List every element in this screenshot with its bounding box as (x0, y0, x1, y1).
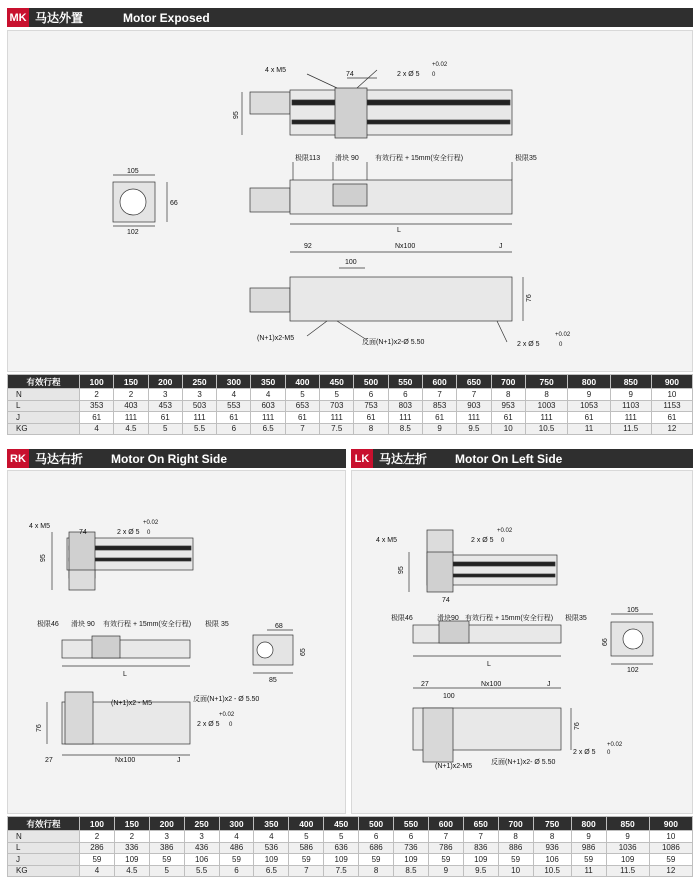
rk-label-hole: 2 x Ø 5 (117, 529, 140, 536)
header-cell: 250 (184, 817, 219, 831)
table-cell: 7.5 (320, 423, 354, 435)
table-cell: 111 (251, 412, 285, 424)
table-cell: 59 (649, 854, 692, 866)
table-header-row (8, 375, 693, 389)
table-row (8, 423, 693, 435)
table-cell: 109 (394, 854, 429, 866)
table-cell: 5.5 (184, 865, 219, 877)
lk-label-95: 95 (398, 566, 405, 574)
mk-label-slider90: 滑块 90 (335, 155, 359, 162)
mk-label-limit35: 极限35 (515, 155, 537, 162)
table-cell: 59 (571, 854, 606, 866)
table-cell: 11 (571, 865, 606, 877)
table-cell: 109 (463, 854, 498, 866)
table-cell: 536 (254, 842, 289, 854)
table-cell: 8.5 (388, 423, 422, 435)
header-cell: 850 (610, 375, 651, 389)
mk-label-stroke: 有效行程 + 15mm(安全行程) (375, 155, 464, 162)
table-cell: 703 (320, 400, 354, 412)
row-label: J (8, 854, 80, 866)
header-cell: 250 (182, 375, 216, 389)
header-cell: 550 (388, 375, 422, 389)
lk-label-hole: 2 x Ø 5 (471, 537, 494, 544)
table-cell: 836 (463, 842, 498, 854)
table-cell: 453 (148, 400, 182, 412)
row-label: KG (8, 865, 80, 877)
header-cell: 900 (649, 817, 692, 831)
mk-label-66: 66 (170, 200, 178, 207)
table-cell: 5 (324, 831, 359, 843)
table-cell: 6 (359, 831, 394, 843)
lk-label-nx100: Nx100 (481, 681, 502, 688)
table-cell: 111 (320, 412, 354, 424)
spec-table-mk (7, 374, 693, 435)
rk-label-85: 85 (269, 677, 277, 684)
table-cell: 61 (568, 412, 610, 424)
table-cell: 10.5 (533, 865, 571, 877)
section-title-cn: 马达外置 (35, 11, 84, 25)
table-cell: 7 (428, 831, 463, 843)
mk-label-102: 102 (127, 229, 139, 236)
table-cell: 786 (428, 842, 463, 854)
table-cell: 686 (359, 842, 394, 854)
rk-label-L: L (123, 671, 127, 678)
header-cell: 700 (498, 817, 533, 831)
table-cell: 6 (394, 831, 429, 843)
lk-drawing (351, 470, 693, 814)
table-cell: 9.5 (457, 423, 491, 435)
table-cell: 7 (457, 389, 491, 401)
table-cell: 903 (457, 400, 491, 412)
table-cell: 111 (525, 412, 567, 424)
table-cell: 106 (184, 854, 219, 866)
table-cell: 12 (651, 423, 692, 435)
table-cell: 109 (114, 854, 149, 866)
table-cell: 5 (148, 423, 182, 435)
table-cell: 109 (324, 854, 359, 866)
lk-label-tol2-low: 0 (607, 750, 611, 756)
rk-label-tol2-low: 0 (229, 722, 233, 728)
header-label: 有效行程 (8, 817, 80, 831)
table-cell: 61 (491, 412, 525, 424)
header-cell: 400 (289, 817, 324, 831)
table-cell: 111 (114, 412, 148, 424)
lk-label-rev: 反面(N+1)x2- Ø 5.50 (491, 759, 556, 766)
table-cell: 4 (217, 389, 251, 401)
header-cell: 800 (568, 375, 610, 389)
header-cell: 650 (457, 375, 491, 389)
table-cell: 7 (285, 423, 319, 435)
row-label: J (8, 412, 80, 424)
rk-drawing (7, 470, 346, 814)
table-cell: 9.5 (463, 865, 498, 877)
table-cell: 4 (254, 831, 289, 843)
table-cell: 4 (219, 831, 254, 843)
table-cell: 10 (498, 865, 533, 877)
mk-label-100: 100 (345, 259, 357, 266)
mk-label-95: 95 (233, 111, 240, 119)
rk-label-limit35: 极限 35 (205, 621, 229, 628)
table-cell: 61 (651, 412, 692, 424)
table-cell: 12 (649, 865, 692, 877)
table-row (8, 412, 693, 424)
lk-label-limit46: 极限46 (391, 615, 413, 622)
table-cell: 7.5 (324, 865, 359, 877)
mk-label-m5: 4 x M5 (265, 67, 287, 74)
mk-label-76: 76 (526, 294, 533, 302)
table-cell: 853 (422, 400, 456, 412)
table-cell: 10.5 (525, 423, 567, 435)
table-cell: 1003 (525, 400, 567, 412)
table-cell: 6 (388, 389, 422, 401)
section-title-cn: 马达右折 (35, 452, 84, 466)
header-cell: 700 (491, 375, 525, 389)
table-cell: 603 (251, 400, 285, 412)
table-cell: 8 (491, 389, 525, 401)
section-code: MK (7, 8, 29, 27)
table-cell: 3 (182, 389, 216, 401)
header-cell: 600 (422, 375, 456, 389)
table-cell: 8 (525, 389, 567, 401)
table-cell: 5 (320, 389, 354, 401)
table-cell: 9 (568, 389, 610, 401)
mk-label-rev: 反面(N+1)x2-Ø 5.50 (362, 339, 425, 346)
rk-label-nx100: Nx100 (115, 757, 136, 764)
row-label: L (8, 400, 80, 412)
section-title-en: Motor On Right Side (111, 451, 228, 466)
rk-label-68: 68 (275, 623, 283, 630)
section-title-en: Motor On Left Side (455, 451, 563, 466)
rk-label-27: 27 (45, 757, 53, 764)
header-cell: 200 (148, 375, 182, 389)
lk-label-J: J (547, 681, 551, 688)
mk-label-nm5: (N+1)x2-M5 (257, 335, 295, 342)
table-cell: 9 (610, 389, 651, 401)
header-cell: 300 (219, 817, 254, 831)
section-title-cn: 马达左折 (379, 452, 428, 466)
section-header-mk (7, 8, 693, 27)
table-cell: 2 (114, 389, 148, 401)
spec-table-rk-lk (7, 816, 693, 877)
table-cell: 111 (388, 412, 422, 424)
table-cell: 736 (394, 842, 429, 854)
table-cell: 61 (285, 412, 319, 424)
table-row (8, 400, 693, 412)
table-cell: 6 (219, 865, 254, 877)
header-cell: 650 (463, 817, 498, 831)
table-row (8, 842, 693, 854)
table-cell: 4.5 (114, 865, 149, 877)
table-cell: 3 (148, 389, 182, 401)
mk-label-92: 92 (304, 243, 312, 250)
lk-label-105: 105 (627, 607, 639, 614)
header-cell: 350 (254, 817, 289, 831)
lk-label-100: 100 (443, 693, 455, 700)
rk-label-65: 65 (300, 648, 307, 656)
table-cell: 59 (428, 854, 463, 866)
table-cell: 5.5 (182, 423, 216, 435)
table-cell: 106 (533, 854, 571, 866)
table-cell: 109 (254, 854, 289, 866)
table-cell: 8 (359, 865, 394, 877)
lk-label-102: 102 (627, 667, 639, 674)
mk-label-J: J (499, 243, 503, 250)
header-cell: 150 (114, 817, 149, 831)
mk-label-tol-up-2: +0.02 (555, 332, 571, 338)
table-cell: 61 (80, 412, 114, 424)
table-cell: 11.5 (610, 423, 651, 435)
table-cell: 503 (182, 400, 216, 412)
header-cell: 400 (285, 375, 319, 389)
table-cell: 11.5 (606, 865, 649, 877)
mk-label-74: 74 (346, 71, 354, 78)
table-cell: 403 (114, 400, 148, 412)
lk-label-L: L (487, 661, 491, 668)
mk-label-hole-2: 2 x Ø 5 (517, 341, 540, 348)
table-cell: 9 (422, 423, 456, 435)
header-cell: 500 (359, 817, 394, 831)
table-cell: 586 (289, 842, 324, 854)
rk-label-76: 76 (36, 724, 43, 732)
rk-label-slider90: 滑块 90 (71, 621, 95, 628)
section-code: RK (7, 449, 29, 468)
header-cell: 800 (571, 817, 606, 831)
header-cell: 450 (324, 817, 359, 831)
mk-label-limit113: 极限113 (295, 155, 321, 162)
header-cell: 450 (320, 375, 354, 389)
rk-label-tol2-up: +0.02 (219, 712, 235, 718)
table-cell: 8 (354, 423, 388, 435)
header-cell: 900 (651, 375, 692, 389)
rk-label-J: J (177, 757, 181, 764)
rk-label-tol-up: +0.02 (143, 520, 159, 526)
rk-label-95: 95 (40, 554, 47, 562)
header-cell: 300 (217, 375, 251, 389)
rk-label-nm5: (N+1)x2 - M5 (111, 700, 153, 707)
mk-label-hole: 2 x Ø 5 (397, 71, 420, 78)
table-cell: 7 (289, 865, 324, 877)
table-cell: 8 (498, 831, 533, 843)
header-cell: 200 (149, 817, 184, 831)
table-cell: 4.5 (114, 423, 148, 435)
table-cell: 11 (568, 423, 610, 435)
row-label: L (8, 842, 80, 854)
lk-label-m5: 4 x M5 (376, 537, 398, 544)
table-cell: 1086 (649, 842, 692, 854)
mk-label-105: 105 (127, 168, 139, 175)
table-cell: 653 (285, 400, 319, 412)
table-cell: 10 (651, 389, 692, 401)
table-cell: 9 (428, 865, 463, 877)
mk-label-tol-up: +0.02 (432, 62, 448, 68)
table-cell: 6.5 (251, 423, 285, 435)
table-cell: 10 (491, 423, 525, 435)
mk-label-nx100: Nx100 (395, 243, 416, 250)
table-cell: 59 (219, 854, 254, 866)
lk-label-74: 74 (442, 597, 450, 604)
table-cell: 1036 (606, 842, 649, 854)
section-title-en: Motor Exposed (123, 10, 210, 25)
table-cell: 386 (149, 842, 184, 854)
table-cell: 1053 (568, 400, 610, 412)
section-code: LK (351, 449, 373, 468)
table-cell: 7 (463, 831, 498, 843)
table-cell: 4 (80, 423, 114, 435)
table-cell: 111 (457, 412, 491, 424)
table-cell: 111 (610, 412, 651, 424)
mk-drawing (7, 30, 693, 372)
header-cell: 150 (114, 375, 148, 389)
table-cell: 286 (80, 842, 115, 854)
header-cell: 350 (251, 375, 285, 389)
table-cell: 436 (184, 842, 219, 854)
table-cell: 353 (80, 400, 114, 412)
table-cell: 59 (80, 854, 115, 866)
table-cell: 1103 (610, 400, 651, 412)
table-cell: 59 (289, 854, 324, 866)
lk-label-27: 27 (421, 681, 429, 688)
table-cell: 953 (491, 400, 525, 412)
table-cell: 8.5 (394, 865, 429, 877)
lk-label-tol-low: 0 (501, 538, 505, 544)
table-cell: 886 (498, 842, 533, 854)
lk-label-tol-up: +0.02 (497, 528, 513, 534)
lk-label-hole2: 2 x Ø 5 (573, 749, 596, 756)
section-header-lk (351, 449, 693, 468)
table-cell: 109 (606, 854, 649, 866)
table-cell: 553 (217, 400, 251, 412)
table-cell: 8 (533, 831, 571, 843)
header-label: 有效行程 (8, 375, 80, 389)
table-row (8, 854, 693, 866)
lk-label-76: 76 (574, 722, 581, 730)
rk-label-tol-low: 0 (147, 530, 151, 536)
table-cell: 936 (533, 842, 571, 854)
table-cell: 2 (80, 389, 114, 401)
lk-label-nm5: (N+1)x2-M5 (435, 763, 473, 770)
rk-label-rev: 反面(N+1)x2 - Ø 5.50 (193, 696, 260, 703)
rk-label-stroke: 有效行程 + 15mm(安全行程) (103, 621, 192, 628)
table-cell: 3 (184, 831, 219, 843)
table-cell: 61 (148, 412, 182, 424)
table-cell: 7 (422, 389, 456, 401)
table-cell: 61 (422, 412, 456, 424)
table-cell: 5 (149, 865, 184, 877)
table-cell: 4 (80, 865, 115, 877)
header-cell: 850 (606, 817, 649, 831)
row-label: KG (8, 423, 80, 435)
table-cell: 6 (217, 423, 251, 435)
table-cell: 4 (251, 389, 285, 401)
table-cell: 3 (149, 831, 184, 843)
mk-label-tol-low-2: 0 (559, 342, 563, 348)
table-cell: 61 (354, 412, 388, 424)
table-cell: 5 (289, 831, 324, 843)
table-cell: 6.5 (254, 865, 289, 877)
rk-label-limit46: 极限46 (37, 621, 59, 628)
header-cell: 100 (80, 817, 115, 831)
rk-label-74: 74 (79, 529, 87, 536)
section-header-rk (7, 449, 346, 468)
table-cell: 2 (80, 831, 115, 843)
header-cell: 500 (354, 375, 388, 389)
table-cell: 1153 (651, 400, 692, 412)
table-cell: 111 (182, 412, 216, 424)
lk-label-66: 66 (602, 638, 609, 646)
table-cell: 9 (571, 831, 606, 843)
lk-label-tol2-up: +0.02 (607, 742, 623, 748)
table-cell: 5 (285, 389, 319, 401)
table-cell: 59 (149, 854, 184, 866)
mk-label-L: L (397, 227, 401, 234)
rk-label-m5: 4 x M5 (29, 523, 51, 530)
table-row (8, 389, 693, 401)
lk-label-limit35: 极限35 (565, 615, 587, 622)
table-cell: 2 (114, 831, 149, 843)
table-header-row (8, 817, 693, 831)
table-cell: 753 (354, 400, 388, 412)
header-cell: 600 (428, 817, 463, 831)
header-cell: 750 (525, 375, 567, 389)
table-cell: 636 (324, 842, 359, 854)
table-cell: 9 (606, 831, 649, 843)
table-cell: 6 (354, 389, 388, 401)
rk-label-hole2: 2 x Ø 5 (197, 721, 220, 728)
table-cell: 61 (217, 412, 251, 424)
header-cell: 550 (394, 817, 429, 831)
table-cell: 59 (498, 854, 533, 866)
table-cell: 803 (388, 400, 422, 412)
mk-label-tol-low: 0 (432, 72, 436, 78)
table-row (8, 865, 693, 877)
header-cell: 750 (533, 817, 571, 831)
row-label: N (8, 389, 80, 401)
table-cell: 986 (571, 842, 606, 854)
table-cell: 486 (219, 842, 254, 854)
table-row (8, 831, 693, 843)
lk-label-stroke: 有效行程 + 15mm(安全行程) (465, 615, 554, 622)
table-cell: 59 (359, 854, 394, 866)
row-label: N (8, 831, 80, 843)
table-cell: 336 (114, 842, 149, 854)
table-cell: 10 (649, 831, 692, 843)
lk-label-slider90: 滑块90 (437, 615, 459, 622)
header-cell: 100 (80, 375, 114, 389)
